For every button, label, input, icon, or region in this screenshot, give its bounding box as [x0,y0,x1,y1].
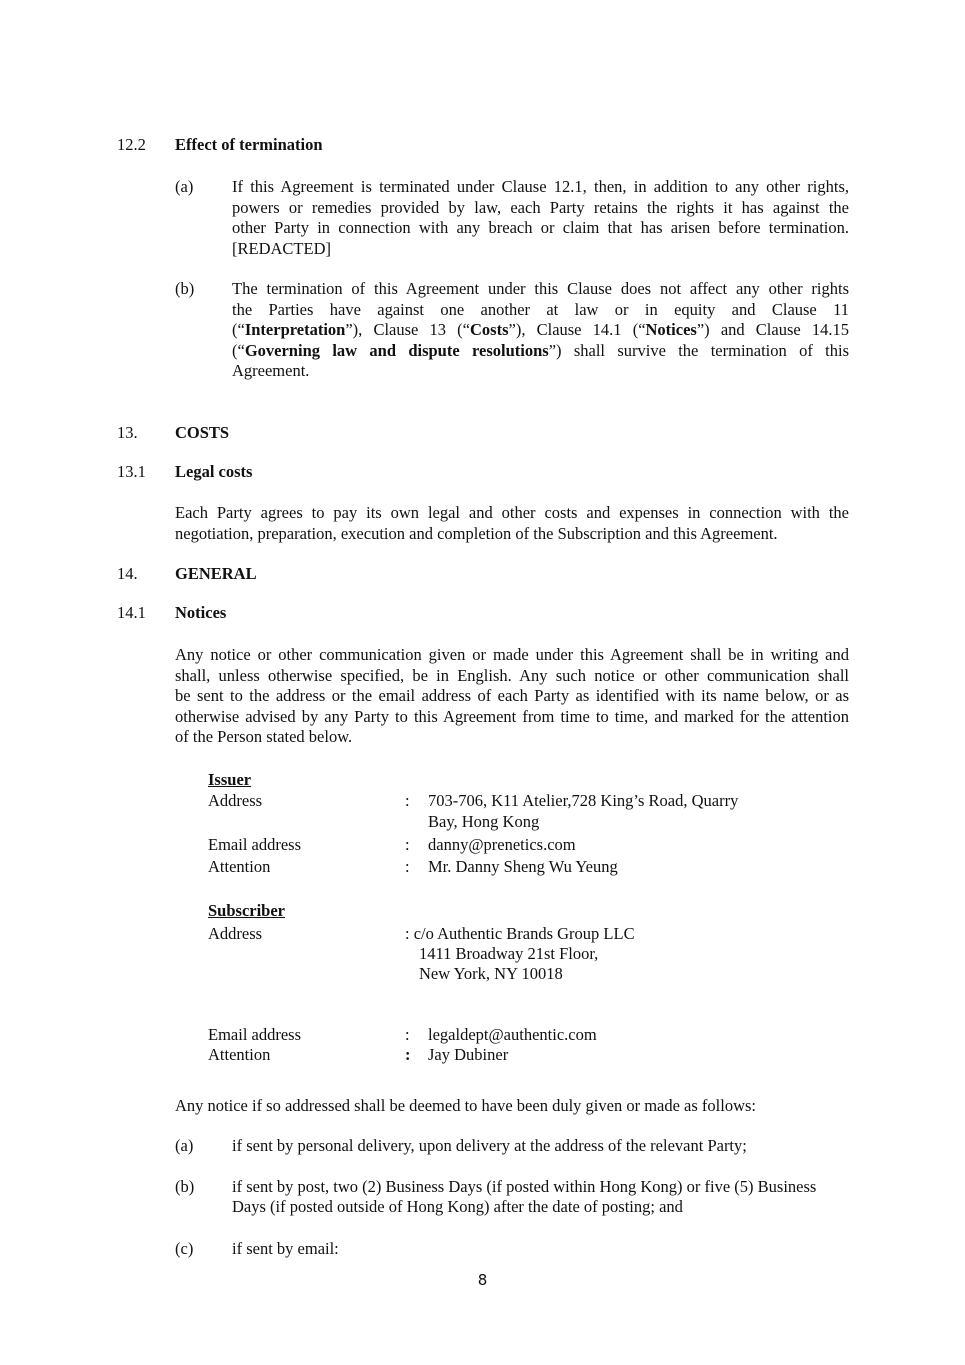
text-line: [REDACTED] [232,238,331,258]
defined-term-notices: Notices [645,320,697,339]
text-line: of the Person stated below. [175,727,353,746]
issuer-address-label: Address [208,791,263,810]
text-fragment: ”), Clause 14.1 (“ [508,320,646,339]
deemed-c-text: if sent by email: [232,1239,339,1258]
issuer-email: danny@prenetics.com [428,835,576,854]
section-title-costs: COSTS [175,423,230,442]
section-title-notices: Notices [175,603,227,622]
section-title-effect-of-termination: Effect of termination [175,135,323,154]
issuer-attention: Mr. Danny Sheng Wu Yeung [428,857,618,876]
text-line: If this Agreement is terminated under Clause 12.1, then, in addition to any other rights, [232,177,849,196]
clause-label-12-2-b: (b) [175,279,195,298]
subscriber-address-line-3: New York, NY 10018 [419,964,563,983]
text-line [232,341,849,362]
deemed-given-text: Any notice if so addressed shall be deemed to have been duly given or made as follows: [175,1096,757,1115]
text-line: be sent to the address or the email address of each Party as identified with its name below, or as [175,686,849,705]
section-title-general: GENERAL [175,564,257,583]
text-line: Each Party agrees to pay its own legal and other costs and expenses in connection with the [175,503,849,522]
colon: : [405,1045,411,1064]
section-number-14: 14. [117,564,138,583]
section-number-13-1: 13.1 [117,462,146,481]
notices-text [175,645,849,748]
text-fragment: (“ [232,340,245,360]
subscriber-address-label: Address [208,924,263,943]
section-number-13: 13. [117,423,138,442]
subscriber-attention-label: Attention [208,1045,271,1064]
issuer-address-line-2: Bay, Hong Kong [428,812,540,831]
colon: : [405,857,410,876]
colon: : [405,1025,410,1044]
legal-costs-text [175,503,849,544]
text-fragment: (“ [232,320,245,339]
section-number-14-1: 14.1 [117,603,146,622]
text-line: negotiation, preparation, execution and completion of the Subscription and this Agreement. [175,523,778,543]
issuer-email-label: Email address [208,835,302,854]
defined-term-interpretation: Interpretation [244,320,346,339]
section-number-12-2: 12.2 [117,135,146,154]
clause-label-12-2-a: (a) [175,177,194,196]
text-line: Agreement. [232,361,310,380]
subscriber-address-line-2: 1411 Broadway 21st Floor, [419,944,599,963]
text-line: the Parties have against one another at law or in equity and Clause 11 [232,299,849,319]
colon: : [405,835,410,854]
text-line [232,320,849,341]
text-line: Any notice or other communication given or made under this Agreement shall be in writing and [175,645,849,664]
text-fragment: ”) and Clause 14.15 [696,320,849,339]
subscriber-address-line-1: : c/o Authentic Brands Group LLC [405,924,635,943]
clause-12-2-b-text [232,279,849,382]
subscriber-email-label: Email address [208,1025,302,1044]
text-line: The termination of this Agreement under this Clause does not affect any other rights [232,279,849,298]
subscriber-email: legaldept@authentic.com [428,1025,597,1044]
clause-12-2-a-text [232,177,849,259]
deemed-b-line-2: Days (if posted outside of Hong Kong) after the date of posting; and [232,1197,683,1216]
deemed-b-line-1: if sent by post, two (2) Business Days (if posted within Hong Kong) or five (5) Business [232,1177,817,1196]
text-fragment: ”), Clause 13 (“ [345,320,470,339]
deemed-a-text: if sent by personal delivery, upon delivery at the address of the relevant Party; [232,1136,747,1155]
clause-label-deemed-c: (c) [175,1239,194,1258]
subscriber-attention: Jay Dubiner [428,1045,509,1064]
defined-term-costs: Costs [469,320,509,339]
text-fragment: ”) shall survive the termination of this [548,340,849,360]
clause-label-deemed-a: (a) [175,1136,194,1155]
subscriber-heading: Subscriber [208,901,286,920]
issuer-attention-label: Attention [208,857,271,876]
text-line: other Party in connection with any breach or claim that has arisen before termination. [232,218,849,237]
text-line: powers or remedies provided by law, each Party retains the rights it has against the [232,197,849,217]
page-number: 8 [477,1271,488,1289]
text-line: otherwise advised by any Party to this Agreement from time to time, and marked for the attention [175,706,849,726]
issuer-address-line-1: 703-706, K11 Atelier,728 King’s Road, Quarry [428,791,739,810]
issuer-heading: Issuer [208,770,252,789]
text-line: shall, unless otherwise specified, be in English. Any such notice or other communication shall [175,665,849,685]
colon: : [405,791,410,810]
defined-term-governing-law: Governing law and dispute resolutions [244,340,549,360]
clause-label-deemed-b: (b) [175,1177,195,1196]
section-title-legal-costs: Legal costs [175,462,253,481]
